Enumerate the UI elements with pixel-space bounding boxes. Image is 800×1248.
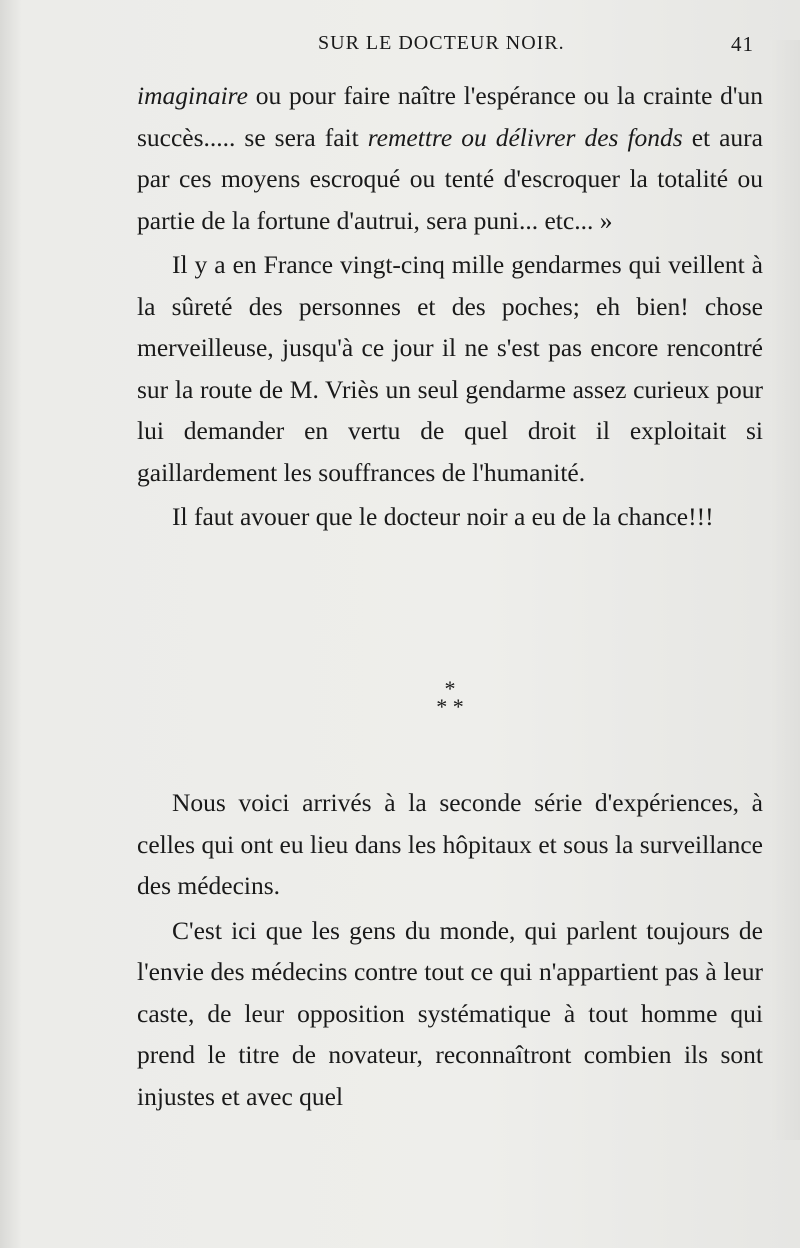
paragraph-gendarmes: Il y a en France vingt-cinq mille gendarmes qui veillent à la sûreté des personnes et des poches; eh bien! chose merveilleuse, jusqu'à ce jour il ne s'est pas encore rencontré sur la route de M. Vriès un seul gendarme assez curieux pour lui demander en vertu de quel droit il exploitait si gaillardement les souffrances de l'humanité. xyxy=(137,250,763,487)
paragraph-second-series: Nous voici arrivés à la seconde série d'expériences, à celles qui ont eu lieu dans les hôpitaux et sous la surveillance des médecins. xyxy=(137,788,763,900)
running-title: SUR LE DOCTEUR NOIR. xyxy=(318,32,565,54)
italic-phrase: remettre ou délivrer des fonds xyxy=(367,122,683,152)
text-block-top xyxy=(137,75,763,538)
show-through-shadow xyxy=(770,40,800,1140)
section-separator xyxy=(420,676,480,720)
paragraph-chance: Il faut avouer que le docteur noir a eu de la chance!!! xyxy=(172,502,714,531)
paragraph-text: ou pour faire naître l'espérance ou la crainte d'un succès..... se sera fait xyxy=(137,81,763,152)
page-header xyxy=(140,32,760,58)
italic-word: imaginaire xyxy=(137,81,248,110)
paragraph-text: et aura par ces moyens escroqué ou tenté d'escroquer la totalité ou partie de la fortune d'autrui, sera puni... etc... » xyxy=(137,122,763,235)
paragraph-quote-continuation xyxy=(137,75,763,241)
separator-stars-bottom: * * xyxy=(436,694,464,719)
text-block-bottom xyxy=(137,782,763,1117)
separator-star-top: * xyxy=(444,676,456,701)
paragraph-gens-du-monde: C'est ici que les gens du monde, qui parlent toujours de l'envie des médecins contre tout ce qui n'appartient pas à leur caste, de leur opposition systématique à tout homme qui prend le titre de novateur, reconnaîtront combien ils sont injustes et avec quel xyxy=(137,915,763,1111)
page-number: 41 xyxy=(731,32,754,56)
